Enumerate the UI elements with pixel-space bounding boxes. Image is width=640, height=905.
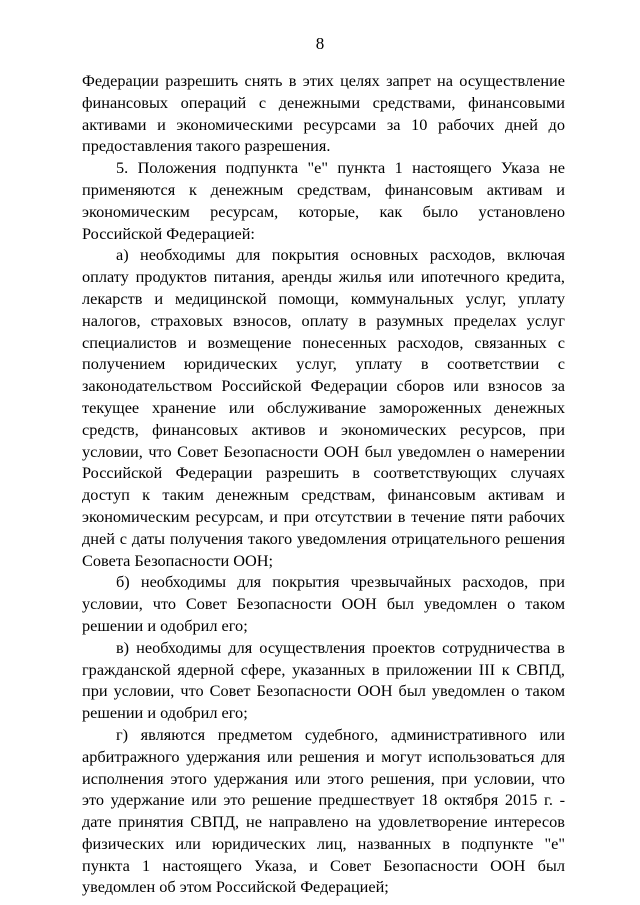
paragraph-continuation: Федерации разрешить снять в этих целях запрет на осуществление финансовых операций с денежными средствами, финансовыми активами и экономическими ресурсами за 10 рабочих дней до предоставления такого разрешения. xyxy=(82,71,565,156)
paragraph-subitem-a: а) необходимы для покрытия основных расходов, включая оплату продуктов питания, аренды жилья или ипотечного кредита, лекарств и медицинской помощи, коммунальных услуг, уплату налогов, страховых взносов, оплату в разумных пределах услуг специалистов и возмещение понесенных расходов, связанных с получением юридических услуг, уплату в соответствии с законодательством Российской Федерации сборов или взносов за текущее хранение или обслуживание замороженных денежных средств, финансовых активов и экономических ресурсов, при условии, что Совет Безопасности ООН был уведомлен о намерении Российской Федерации разрешить в соответствующих случаях доступ к таким денежным средствам, финансовым активам и экономическим ресурсам, и при отсутствии в течение пяти рабочих дней с даты получения такого уведомления отрицательного решения Совета Безопасности ООН; xyxy=(82,245,565,570)
paragraph-item-5: 5. Положения подпункта "е" пункта 1 настоящего Указа не применяются к денежным средствам, финансовым активам и экономическим ресурсам, которые, как было установлено Российской Федерацией: xyxy=(82,158,565,243)
paragraph-subitem-v: в) необходимы для осуществления проектов сотрудничества в гражданской ядерной сфере, указанных в приложении III к СВПД, при условии, что Совет Безопасности ООН был уведомлен о таком решении и одобрил его; xyxy=(82,637,565,723)
paragraph-subitem-b: б) необходимы для покрытия чрезвычайных расходов, при условии, что Совет Безопасности ООН был уведомлен о таком решении и одобрил его; xyxy=(82,572,565,635)
paragraph-subitem-g: г) являются предметом судебного, административного или арбитражного удержания или решения и могут использоваться для исполнения этого удержания или этого решения, при условии, что это удержание или это решение предшествует 18 октября 2015 г. - дате принятия СВПД, не направлено на удовлетворение интересов физических или юридических лиц, названных в подпункте "е" пункта 1 настоящего Указа, и Совет Безопасности ООН был уведомлен об этом Российской Федерацией; xyxy=(82,724,565,897)
page-number: 8 xyxy=(315,34,325,53)
document-body xyxy=(82,70,565,898)
